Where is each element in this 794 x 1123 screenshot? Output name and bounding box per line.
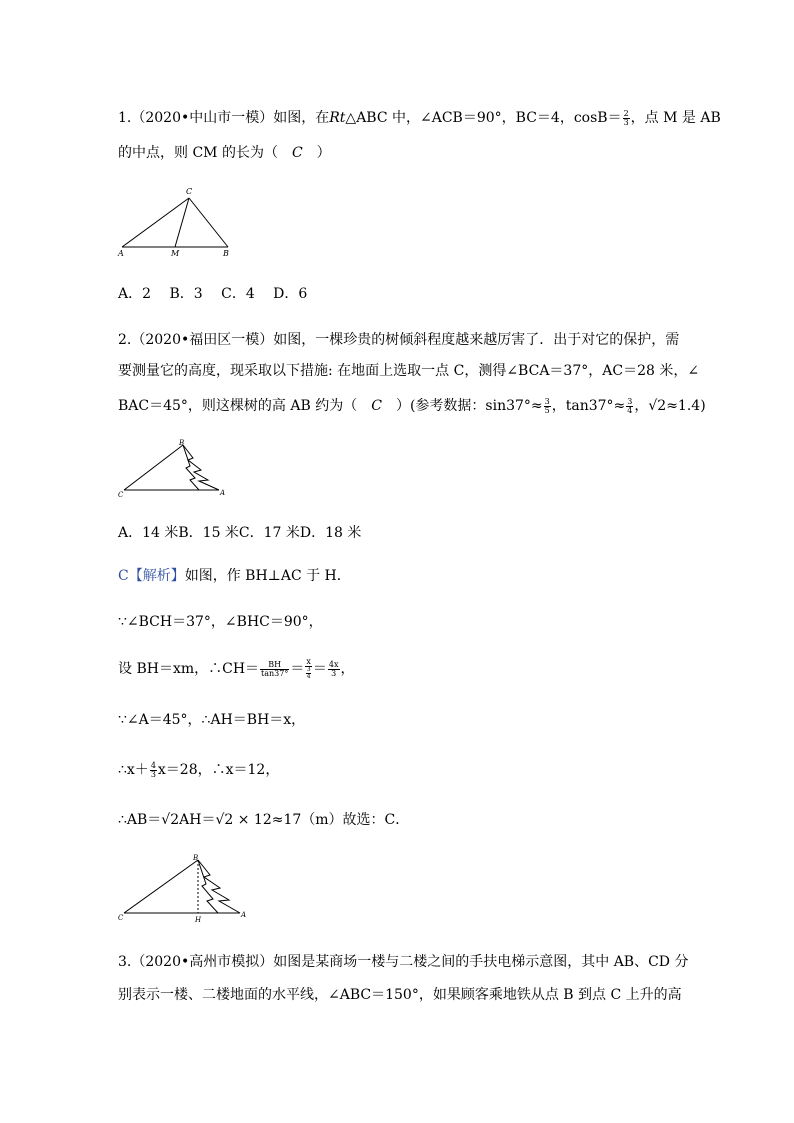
q1-line2: 的中点，则 CM 的长为（ C ） [118,145,331,161]
q2-fraction-tan: $\frac{3}{4}$ [627,396,633,415]
solution-figure [116,852,256,924]
q1-segment-cm [175,198,189,247]
q2-line3: BAC＝45°，则这棵树的高 AB 约为（ C ）(参考数据：sin37°≈ $\frac{3}{5}$ ，tan37°≈ $\frac{3}{4}$ ，√2≈1.4) [118,396,706,415]
sol-tree-trunk [198,860,218,913]
q1-line1-mid: △ABC 中，∠ACB＝90°，BC＝4，cosB＝ [345,110,622,126]
q1-fraction: $\frac{2}{3}$ [623,108,629,127]
q1-rt: Rt [329,110,346,126]
solution-tag: 【解析】 [128,568,185,584]
q2-options: A．14 米B．15 米C．17 米D．18 米 [118,525,362,541]
q1-figure [116,184,242,258]
q1-line1 [118,108,721,128]
q1-segment-ac [122,198,189,247]
sol-label-h: H [195,916,202,924]
q2-fraction-sin: $\frac{3}{5}$ [544,396,550,415]
sol-label-a: A [241,911,247,919]
q1-label-a: A [118,249,124,258]
sol-tree-outline [198,860,240,913]
solution-step5: ∴AB＝√2AH＝√2 × 12≈17（m）故选：C． [118,812,410,828]
q1-segment-cb [189,198,228,247]
solution-answer: C [118,568,129,584]
q1-answer: C [291,145,303,161]
q2-label-c: C [118,491,124,499]
q2-line2: 要测量它的高度，现采取以下措施: 在地面上选取一点 C，测得∠BCA＝37°，AC＝28 米，∠ [118,363,700,379]
solution-frac-result: $\frac{4x}{3}$ [328,659,339,678]
solution-frac-4-3: $\frac{4}{3}$ [150,760,156,779]
q2-line1: 2.（2020•福田区一模）如图，一棵珍贵的树倾斜程度越来越厉害了．出于对它的保护，需 [118,332,680,348]
solution-head: C【解析】如图，作 BH⊥AC 于 H． [118,568,351,584]
q1-label-m: M [171,249,180,258]
solution-step3: ∵∠A＝45°，∴AH＝BH＝x， [118,712,306,728]
q3-line1: 3.（2020•高州市模拟）如图是某商场一楼与二楼之间的手扶电梯示意图，其中 AB、CD 分 [118,954,689,970]
solution-frac-bh: $\frac{BH}{\tan 37^\circ}$ [261,659,289,678]
q1-line1-pre: 1.（2020•中山市一模）如图，在 [118,110,330,126]
solution-step4: ∴x＋ $\frac{4}{3}$ x＝28，∴x＝12， [118,760,280,779]
q1-label-b: B [223,249,229,258]
solution-frac-x: x 3 4 [306,657,311,680]
q1-label-c: C [186,187,193,196]
solution-step2: 设 BH＝xm，∴CH＝ $\frac{BH}{\tan 37^\circ}$ ＝ x 3 4 ＝ $\frac{4x}{3}$ ， [118,657,355,680]
q2-label-b: B [179,439,185,447]
q2-label-a: A [220,489,226,497]
q3-line2: 别表示一楼、二楼地面的水平线，∠ABC＝150°，如果顾客乘地铁从点 B 到点 C 上升的高 [118,987,682,1003]
solution-step1: ∵∠BCH＝37°，∠BHC＝90°， [118,614,323,630]
q2-answer: C [371,398,382,414]
q1-options: A．2 B．3 C．4 D．6 [118,286,308,302]
q1-line1-post: ，点 M 是 AB [630,110,721,126]
q2-tree-trunk [183,445,199,490]
q2-segment-cb [124,445,183,490]
sol-label-b: B [193,854,199,862]
q2-tree-outline [183,445,219,490]
sol-segment-cb [124,860,198,913]
sol-label-c: C [118,914,124,922]
q2-figure [116,436,232,502]
